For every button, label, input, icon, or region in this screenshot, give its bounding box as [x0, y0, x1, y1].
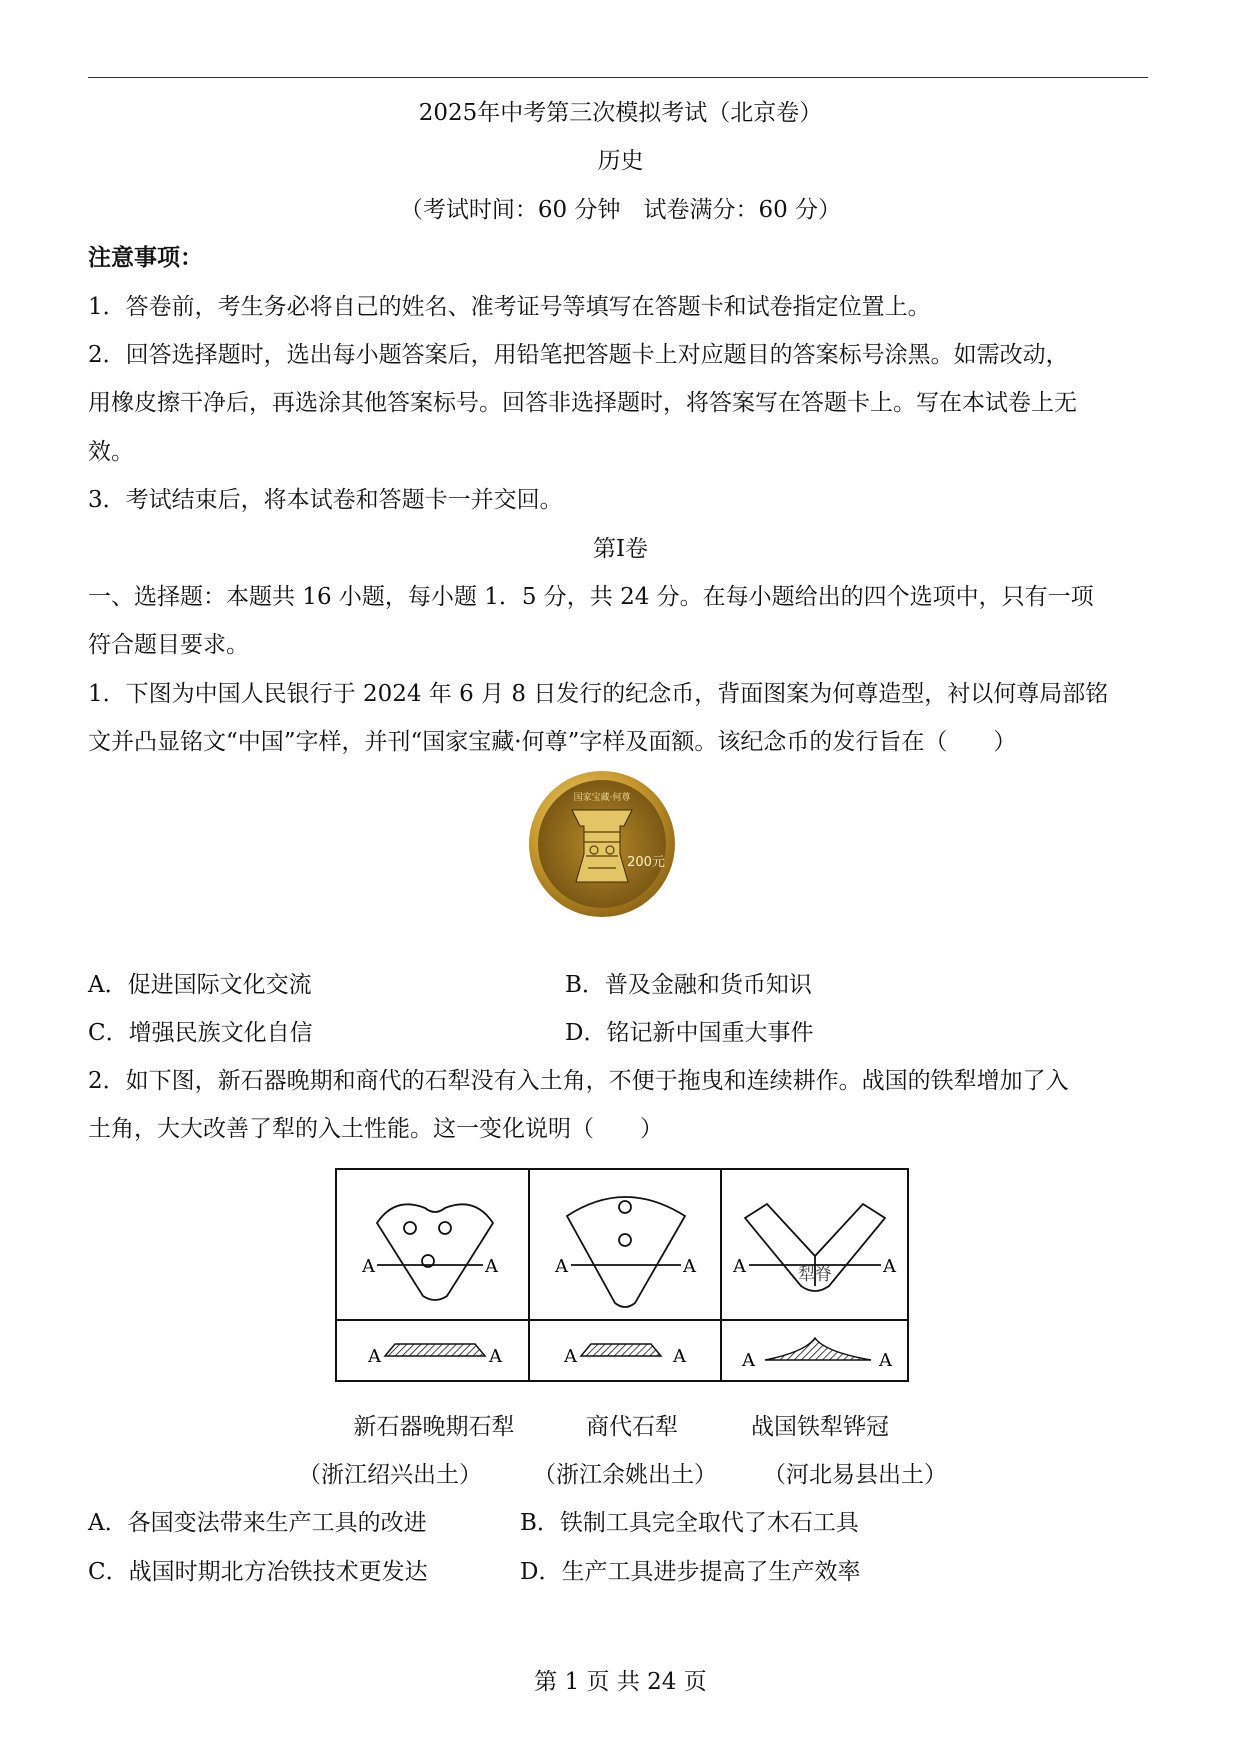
exam-meta: （考试时间：60 分钟 试卷满分：60 分）: [399, 197, 842, 223]
axis-label-1a: A: [362, 1256, 375, 1277]
plow-comparison-figure: [335, 1168, 909, 1382]
q2-option-a: A．各国变法带来生产工具的改进: [88, 1510, 427, 1536]
axis-label-4b: A: [489, 1346, 502, 1367]
q1-option-b: B．普及金融和货币知识: [565, 972, 812, 998]
q1-option-d: D．铭记新中国重大事件: [565, 1020, 814, 1046]
axis-label-5b: A: [673, 1346, 686, 1367]
axis-label-3b: A: [883, 1256, 896, 1277]
origin-warring-states: （河北易县出土）: [763, 1462, 947, 1488]
caption-warring-states: 战国铁犁铧冠: [751, 1414, 889, 1440]
q2-stem-cont: 土角，大大改善了犁的入土性能。这一变化说明（ ）: [88, 1116, 663, 1142]
axis-label-1b: A: [485, 1256, 498, 1277]
q2-stem: 2．如下图，新石器晚期和商代的石犁没有入土角，不便于拖曳和连续耕作。战国的铁犁增加了入: [88, 1068, 1069, 1094]
notice-item-3: 3．考试结束后，将本试卷和答题卡一并交回。: [88, 487, 563, 513]
q1-stem: 1．下图为中国人民银行于 2024 年 6 月 8 日发行的纪念币，背面图案为何尊造型，衬以何尊局部铭: [88, 681, 1109, 707]
page-footer: 第 1 页 共 24 页: [534, 1669, 707, 1695]
header-rule: [88, 77, 1148, 78]
axis-label-4a: A: [368, 1346, 381, 1367]
notice-item-2-cont: 用橡皮擦干净后，再选涂其他答案标号。回答非选择题时，将答案写在答题卡上。写在本试卷上无: [88, 390, 1077, 416]
axis-label-5a: A: [564, 1346, 577, 1367]
notice-item-2: 2．回答选择题时，选出每小题答案后，用铅笔把答题卡上对应题目的答案标号涂黑。如需改动，: [88, 342, 1069, 368]
q1-option-a: A．促进国际文化交流: [88, 972, 312, 998]
notice-item-2-end: 效。: [88, 439, 134, 465]
plow-ridge-label: 犁脊: [798, 1265, 832, 1285]
axis-label-6a: A: [742, 1350, 755, 1371]
origin-neolithic: （浙江绍兴出土）: [298, 1462, 482, 1488]
section-neolithic: [385, 1344, 485, 1356]
axis-label-2b: A: [683, 1256, 696, 1277]
section-title: 第Ⅰ卷: [592, 536, 649, 562]
commemorative-coin-image: [528, 770, 676, 918]
notice-item-1: 1．答卷前，考生务必将自己的姓名、准考证号等填写在答题卡和试卷指定位置上。: [88, 294, 931, 320]
q2-option-c: C．战国时期北方冶铁技术更发达: [88, 1559, 428, 1585]
notice-heading: 注意事项：: [88, 244, 203, 271]
axis-label-2a: A: [555, 1256, 568, 1277]
q1-option-c: C．增强民族文化自信: [88, 1020, 313, 1046]
subject-title: 历史: [597, 148, 644, 174]
origin-shang: （浙江余姚出土）: [533, 1462, 717, 1488]
section-warring-states: [765, 1338, 871, 1360]
q1-stem-cont: 文并凸显铭文“中国”字样，并刊“国家宝藏·何尊”字样及面额。该纪念币的发行旨在（ ）: [88, 729, 1017, 755]
caption-shang: 商代石犁: [586, 1414, 678, 1440]
exam-title: 2025年中考第三次模拟考试（北京卷）: [418, 100, 823, 126]
axis-label-3a: A: [733, 1256, 746, 1277]
axis-label-6b: A: [879, 1350, 892, 1371]
q2-option-d: D．生产工具进步提高了生产效率: [520, 1559, 861, 1585]
section-intro-cont: 符合题目要求。: [88, 632, 249, 658]
coin-top-text: 国家宝藏·何尊: [573, 793, 631, 803]
q2-option-b: B．铁制工具完全取代了木石工具: [520, 1510, 859, 1536]
caption-neolithic: 新石器晚期石犁: [353, 1414, 515, 1440]
coin-value: 200元: [627, 855, 665, 870]
section-shang: [581, 1344, 661, 1356]
section-intro: 一、选择题：本题共 16 小题，每小题 1．5 分，共 24 分。在每小题给出的四个选项中，只有一项: [88, 584, 1094, 610]
